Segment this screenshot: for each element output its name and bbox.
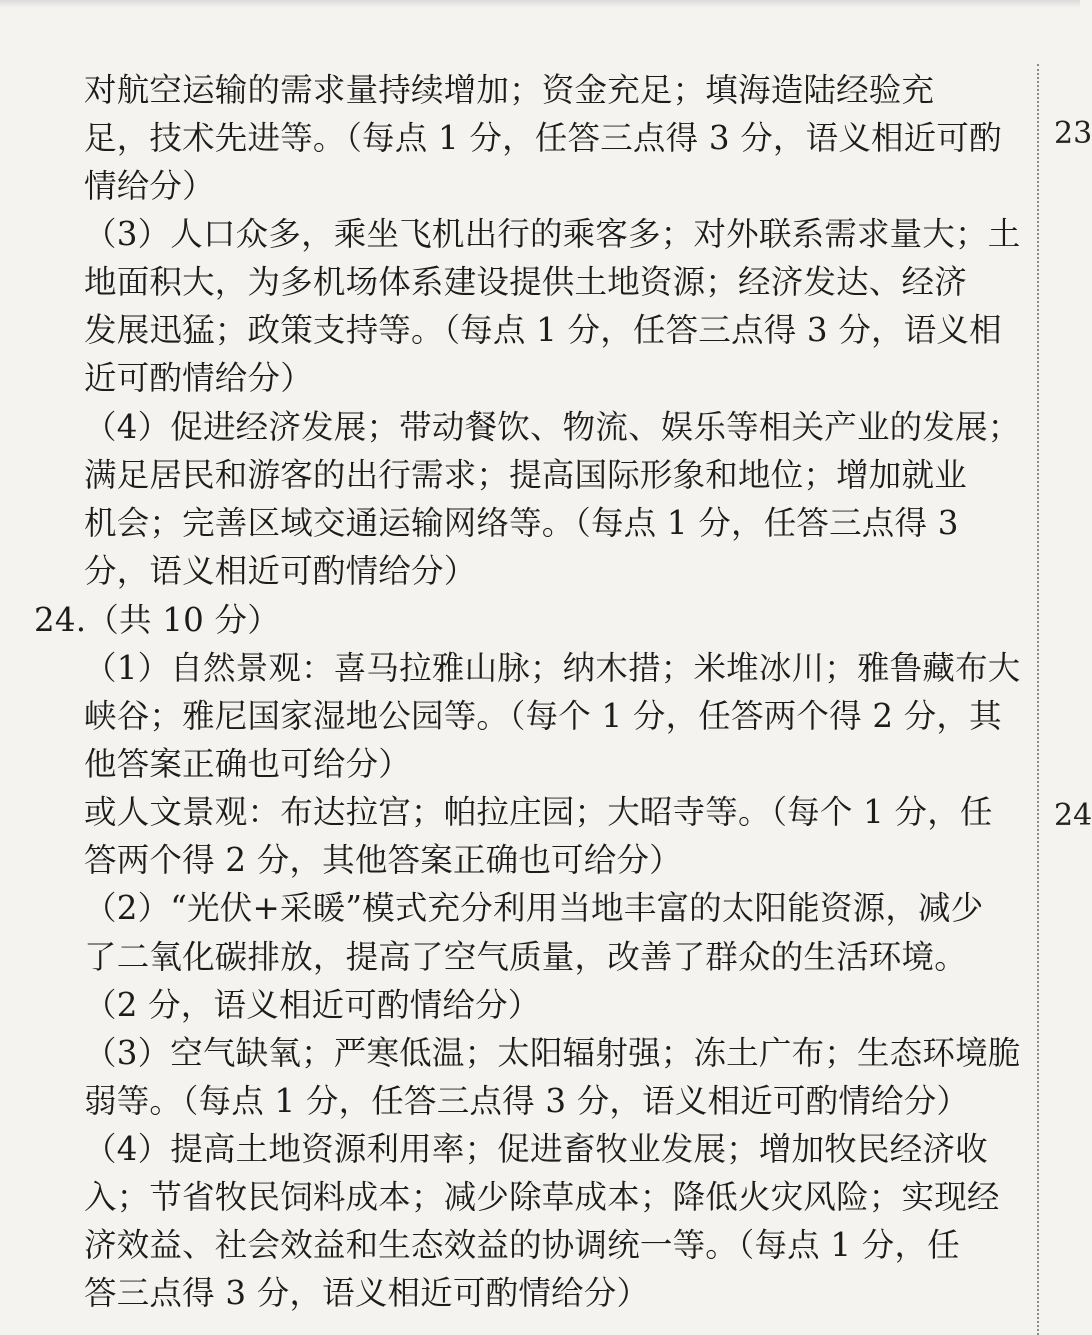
answer-line: 答三点得 3 分，语义相近可酌情给分） [84,1274,650,1312]
margin-question-number: 23 [1054,116,1092,151]
answer-line: 发展迅猛；政策支持等。（每点 1 分，任答三点得 3 分，语义相 [84,311,1002,349]
answer-line: （4）促进经济发展；带动餐饮、物流、娱乐等相关产业的发展； [84,408,1021,446]
answer-line: 满足居民和游客的出行需求；提高国际形象和地位；增加就业 [84,456,967,494]
answer-line: 或人文景观：布达拉宫；帕拉庄园；大昭寺等。（每个 1 分，任 [84,793,993,831]
answer-line: 机会；完善区域交通运输网络等。（每点 1 分，任答三点得 3 [84,504,959,542]
answer-line: 了二氧化碳排放，提高了空气质量，改善了群众的生活环境。 [84,938,967,976]
answer-line: 弱等。（每点 1 分，任答三点得 3 分，语义相近可酌情给分） [84,1082,970,1120]
answer-line: （2）“光伏+采暖”模式充分利用当地丰富的太阳能资源，减少 [84,889,984,927]
answer-line: 入；节省牧民饲料成本；减少除草成本；降低火灾风险；实现经 [84,1178,1000,1216]
answer-line: （1）自然景观：喜马拉雅山脉；纳木措；米堆冰川；雅鲁藏布大 [84,649,1021,687]
answer-line: 足，技术先进等。（每点 1 分，任答三点得 3 分，语义相近可酌 [84,119,1002,157]
page-top-shadow [0,0,1080,8]
answer-line: 地面积大，为多机场体系建设提供土地资源；经济发达、经济 [84,263,967,301]
answer-line: 分，语义相近可酌情给分） [84,552,477,590]
margin-question-number: 24 [1054,798,1092,833]
answer-line: （4）提高土地资源利用率；促进畜牧业发展；增加牧民经济收 [84,1130,988,1168]
answer-line: （3）空气缺氧；严寒低温；太阳辐射强；冻土广布；生态环境脆 [84,1034,1021,1072]
answer-line: 济效益、社会效益和生态效益的协调统一等。（每点 1 分，任 [84,1226,960,1264]
answer-line: 近可酌情给分） [84,359,313,397]
answer-line: 他答案正确也可给分） [84,745,412,783]
question-number-24: 24.（共 10 分） [34,601,280,639]
answer-line: 情给分） [84,167,215,205]
answer-line: 对航空运输的需求量持续增加；资金充足；填海造陆经验充 [84,71,935,109]
answer-line: 答两个得 2 分，其他答案正确也可给分） [84,841,682,879]
answer-line: （2 分，语义相近可酌情给分） [84,986,541,1024]
answer-line: （3）人口众多，乘坐飞机出行的乘客多；对外联系需求量大；土 [84,215,1021,253]
answer-line: 峡谷；雅尼国家湿地公园等。（每个 1 分，任答两个得 2 分，其 [84,697,1002,735]
column-divider [1037,64,1039,1335]
